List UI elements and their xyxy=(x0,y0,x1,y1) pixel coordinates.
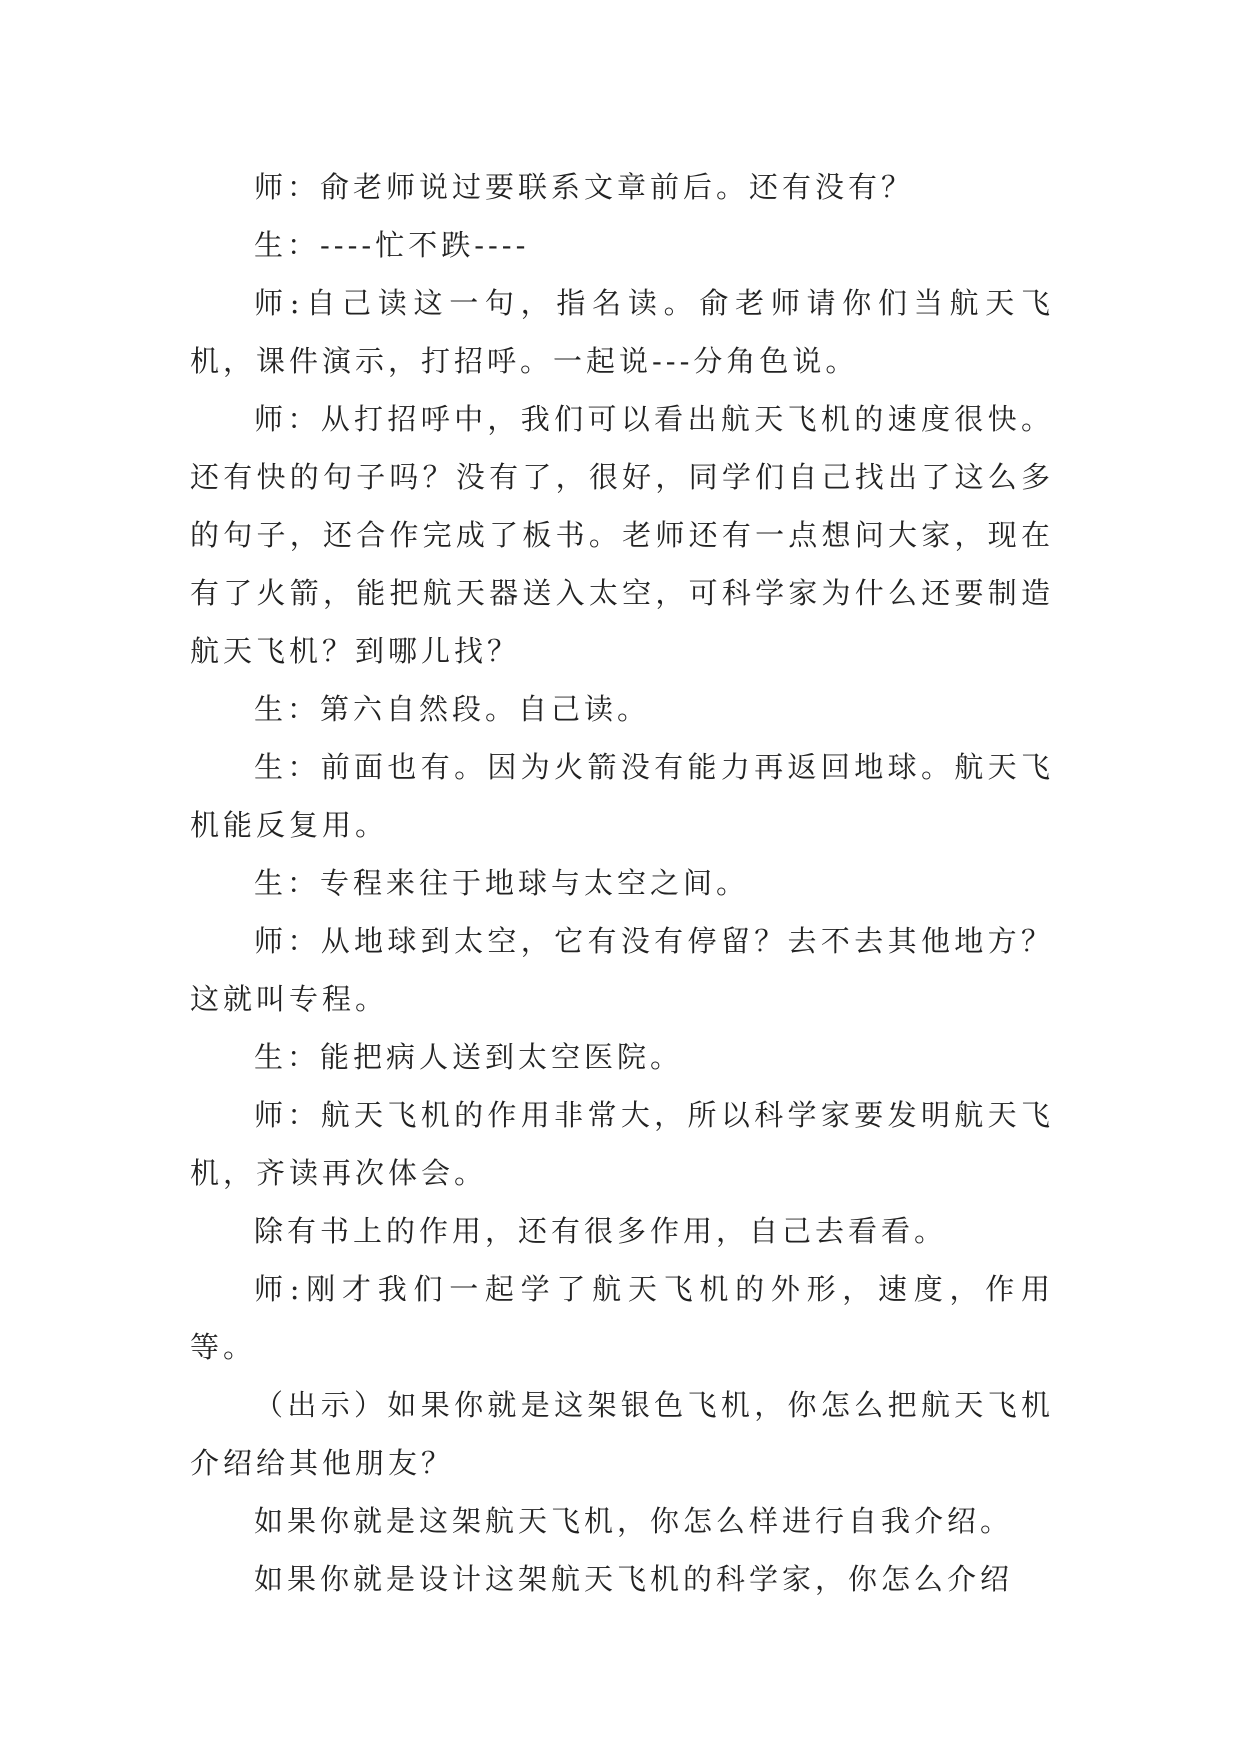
paragraph: 师：从打招呼中，我们可以看出航天飞机的速度很快。还有快的句子吗？没有了，很好，同学们自己找出了这么多的句子，还合作完成了板书。老师还有一点想问大家，现在有了火箭，能把航天器送入太空，可科学家为什么还要制造航天飞机？到哪儿找？ xyxy=(190,402,1054,668)
paragraph: 如果你就是设计这架航天飞机的科学家，你怎么介绍 xyxy=(254,1562,1014,1596)
paragraph: （出示）如果你就是这架银色飞机，你怎么把航天飞机介绍给其他朋友？ xyxy=(190,1388,1054,1480)
paragraph: 师：俞老师说过要联系文章前后。还有没有？ xyxy=(254,170,915,204)
paragraph: 师:刚才我们一起学了航天飞机的外形，速度，作用等。 xyxy=(190,1272,1054,1364)
document-body xyxy=(190,158,1054,1608)
paragraph: 如果你就是这架航天飞机，你怎么样进行自我介绍。 xyxy=(254,1504,1014,1538)
paragraph: 生：第六自然段。自己读。 xyxy=(254,692,651,726)
paragraph: 生：----忙不跌---- xyxy=(254,228,530,262)
paragraph: 生：能把病人送到太空医院。 xyxy=(254,1040,684,1074)
paragraph: 生：前面也有。因为火箭没有能力再返回地球。航天飞机能反复用。 xyxy=(190,750,1054,842)
paragraph: 师:自己读这一句，指名读。俞老师请你们当航天飞机，课件演示，打招呼。一起说---分角色说。 xyxy=(190,286,1054,378)
paragraph: 生：专程来往于地球与太空之间。 xyxy=(254,866,750,900)
paragraph: 师：从地球到太空，它有没有停留？去不去其他地方？这就叫专程。 xyxy=(190,924,1054,1016)
paragraph: 除有书上的作用，还有很多作用，自己去看看。 xyxy=(254,1214,948,1248)
paragraph: 师：航天飞机的作用非常大，所以科学家要发明航天飞机，齐读再次体会。 xyxy=(190,1098,1054,1190)
